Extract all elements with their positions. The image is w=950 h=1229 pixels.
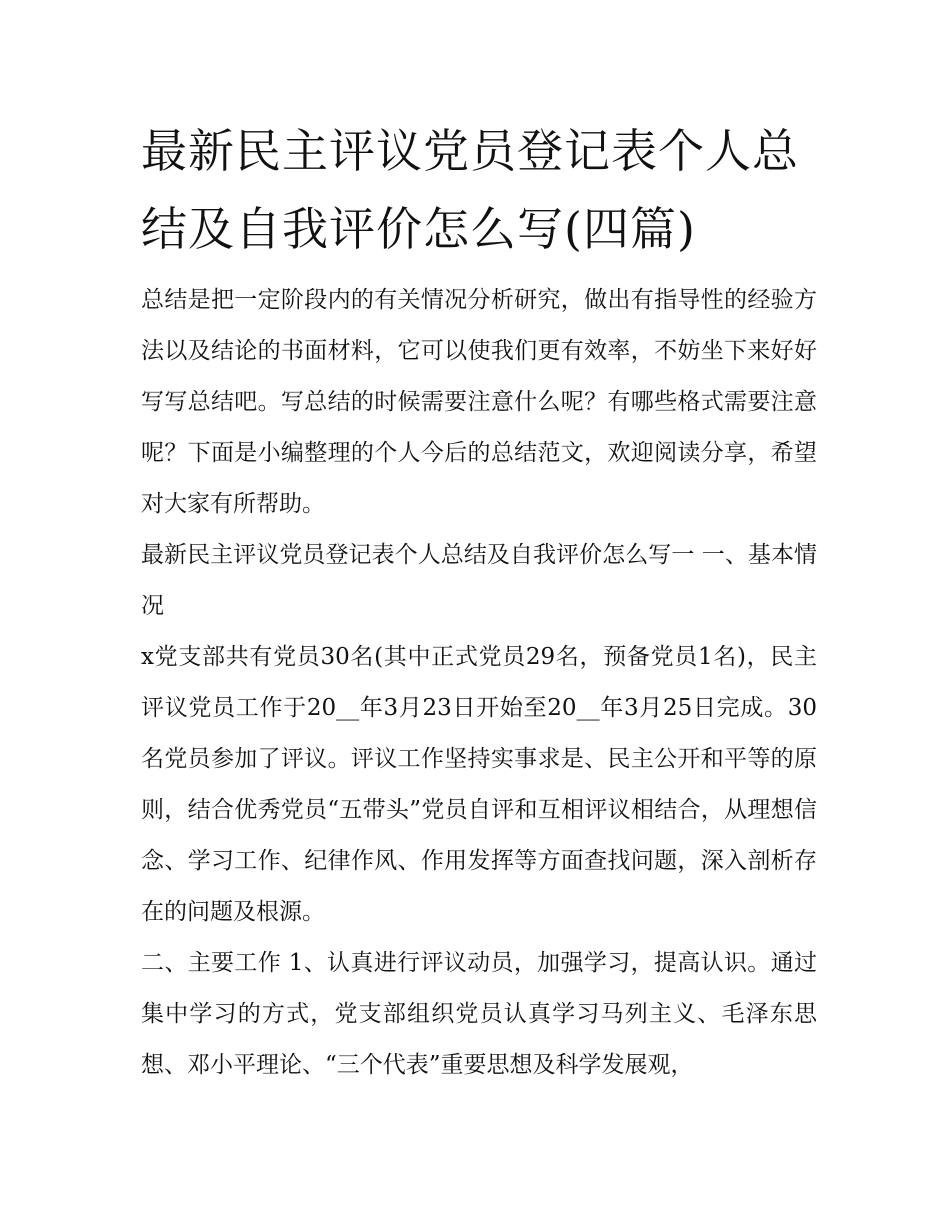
intro-paragraph: 总结是把一定阶段内的有关情况分析研究，做出有指导性的经验方法以及结论的书面材料，它可以使我们更有效率，不妨坐下来好好写写总结吧。写总结的时候需要注意什么呢？有哪些格式需要注意呢？下面是小编整理的个人今后的总结范文，欢迎阅读分享，希望对大家有所帮助。: [141, 287, 817, 517]
document-title: 最新民主评议党员登记表个人总结及自我评价怎么写(四篇): [141, 124, 799, 256]
document-body: [141, 275, 817, 1091]
main-work-paragraph: 二、主要工作 1、认真进行评议动员，加强学习，提高认识。通过集中学习的方式，党支部组织党员认真学习马列主义、毛泽东思想、邓小平理论、“三个代表”重要思想及科学发展观，: [141, 950, 817, 1078]
section-heading-basic-situation: 最新民主评议党员登记表个人总结及自我评价怎么写一 一、基本情况: [141, 542, 817, 619]
basic-situation-paragraph: x党支部共有党员30名(其中正式党员29名，预备党员1名)，民主评议党员工作于20__年3月23日开始至20__年3月25日完成。30名党员参加了评议。评议工作坚持实事求是、民主公开和平等的原则，结合优秀党员“五带头”党员自评和互相评议相结合，从理想信念、学习工作、纪律作风、作用发挥等方面查找问题，深入剖析存在的问题及根源。: [141, 644, 817, 925]
